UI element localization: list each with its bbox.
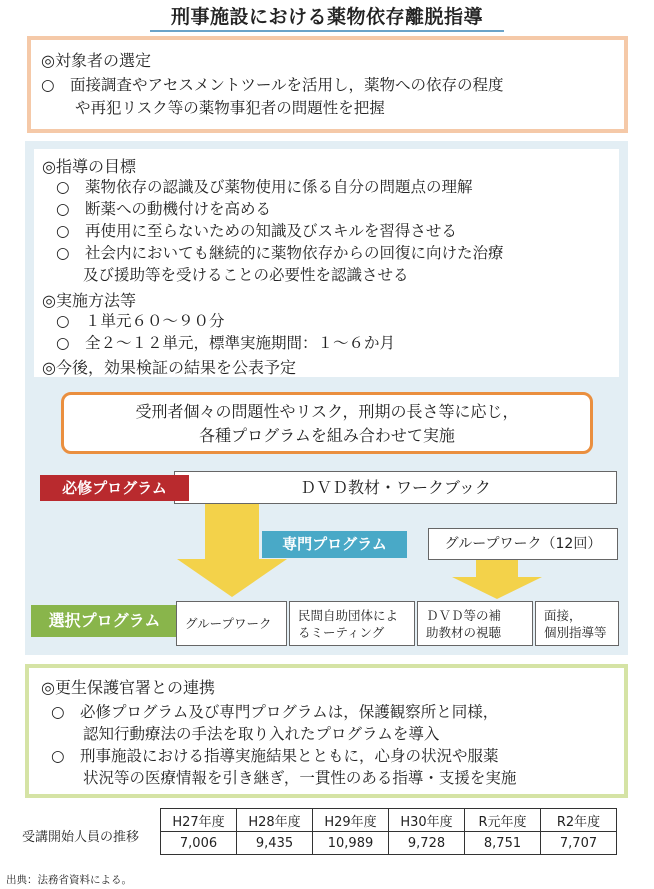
year-cell: H30年度 xyxy=(389,809,465,832)
elective-item-1-line-1: グループワーク xyxy=(185,616,272,631)
cooperation-line-1: ○ 必修プログラム及び専門プログラムは，保護観察所と同様， xyxy=(51,703,499,721)
goal-item-1: ○ 薬物依存の認識及び薬物使用に係る自分の問題点の理解 xyxy=(56,178,473,196)
value-cell: 8,751 xyxy=(465,832,541,855)
combination-callout xyxy=(61,392,593,454)
elective-item-dvd-viewing xyxy=(417,601,533,646)
selection-line-2: や再犯リスク等の薬物事犯者の問題性を把握 xyxy=(75,99,385,117)
elective-item-4-line-2: 個別指導等 xyxy=(544,624,607,640)
elective-item-2-line-1: 民間自助団体によ xyxy=(298,607,399,623)
selection-heading: ◎対象者の選定 xyxy=(41,51,151,70)
year-cell: R元年度 xyxy=(465,809,541,832)
stats-values-row xyxy=(161,832,617,855)
source-note: 出典：法務省資料による。 xyxy=(6,874,132,886)
value-cell: 7,006 xyxy=(161,832,237,855)
mandatory-program-content: ＤＶＤ教材・ワークブック xyxy=(174,471,617,504)
title-area xyxy=(0,0,654,36)
method-item-1: ○ １単元６０～９０分 xyxy=(56,312,225,330)
value-cell: 9,728 xyxy=(389,832,465,855)
year-cell: H29年度 xyxy=(313,809,389,832)
goal-item-2: ○ 断薬への動機付けを高める xyxy=(56,200,272,218)
value-cell: 10,989 xyxy=(313,832,389,855)
goal-item-3: ○ 再使用に至らないための知識及びスキルを習得させる xyxy=(56,222,457,240)
page-title: 刑事施設における薬物依存離脱指導 xyxy=(170,6,483,28)
value-cell: 9,435 xyxy=(237,832,313,855)
stats-table xyxy=(160,808,617,855)
elective-item-2-line-2: るミーティング xyxy=(298,624,385,640)
stats-label: 受講開始人員の推移 xyxy=(22,830,140,845)
stats-years-row xyxy=(161,809,617,832)
method-heading: ◎実施方法等 xyxy=(42,291,136,310)
elective-item-group-work xyxy=(176,601,287,646)
mandatory-program-label: 必修プログラム xyxy=(40,475,189,501)
goals-heading: ◎指導の目標 xyxy=(42,157,136,176)
method-list xyxy=(56,310,395,354)
year-cell: R2年度 xyxy=(541,809,617,832)
elective-program-label: 選択プログラム xyxy=(31,605,178,637)
goal-item-4: ○ 社会内においても継続的に薬物依存からの回復に向けた治療 xyxy=(56,244,504,262)
cooperation-line-4: 状況等の医療情報を引き継ぎ，一貫性のある指導・支援を実施 xyxy=(83,769,517,787)
selection-line-1: ○ 面接調査やアセスメントツールを活用し，薬物への依存の程度 xyxy=(41,76,504,94)
cooperation-panel xyxy=(25,664,628,798)
elective-item-3-line-1: ＤＶＤ等の補 xyxy=(426,607,502,623)
elective-item-4-line-1: 面接， xyxy=(544,607,582,623)
cooperation-heading: ◎更生保護官署との連携 xyxy=(41,678,215,697)
callout-line-2: 各種プログラムを組み合わせて実施 xyxy=(199,426,455,445)
method-item-2: ○ 全２～１２単元，標準実施期間：１～６か月 xyxy=(56,334,396,352)
guidance-panel xyxy=(25,141,628,655)
year-cell: H28年度 xyxy=(237,809,313,832)
selection-panel xyxy=(27,36,628,133)
elective-item-3-line-2: 助教材の視聴 xyxy=(426,624,502,640)
elective-item-self-help-meeting xyxy=(289,601,415,646)
goals-box xyxy=(34,149,619,377)
specialized-program-content: グループワーク（12回） xyxy=(428,528,618,560)
year-cell: H27年度 xyxy=(161,809,237,832)
goal-item-4-continued: 及び援助等を受けることの必要性を認識させる xyxy=(83,266,409,284)
callout-line-1: 受刑者個々の問題性やリスク，刑期の長さ等に応じ， xyxy=(135,402,519,421)
value-cell: 7,707 xyxy=(541,832,617,855)
specialized-program-label: 専門プログラム xyxy=(262,531,407,558)
cooperation-line-2: 認知行動療法の手法を取り入れたプログラムを導入 xyxy=(83,725,440,743)
specialized-down-arrow xyxy=(450,559,544,601)
title-underline xyxy=(150,30,504,32)
cooperation-line-3: ○ 刑事施設における指導実施結果とともに，心身の状況や服薬 xyxy=(51,747,499,765)
future-note: ◎今後，効果検証の結果を公表予定 xyxy=(42,358,296,377)
elective-item-interview xyxy=(535,601,619,646)
goals-list xyxy=(56,176,504,286)
